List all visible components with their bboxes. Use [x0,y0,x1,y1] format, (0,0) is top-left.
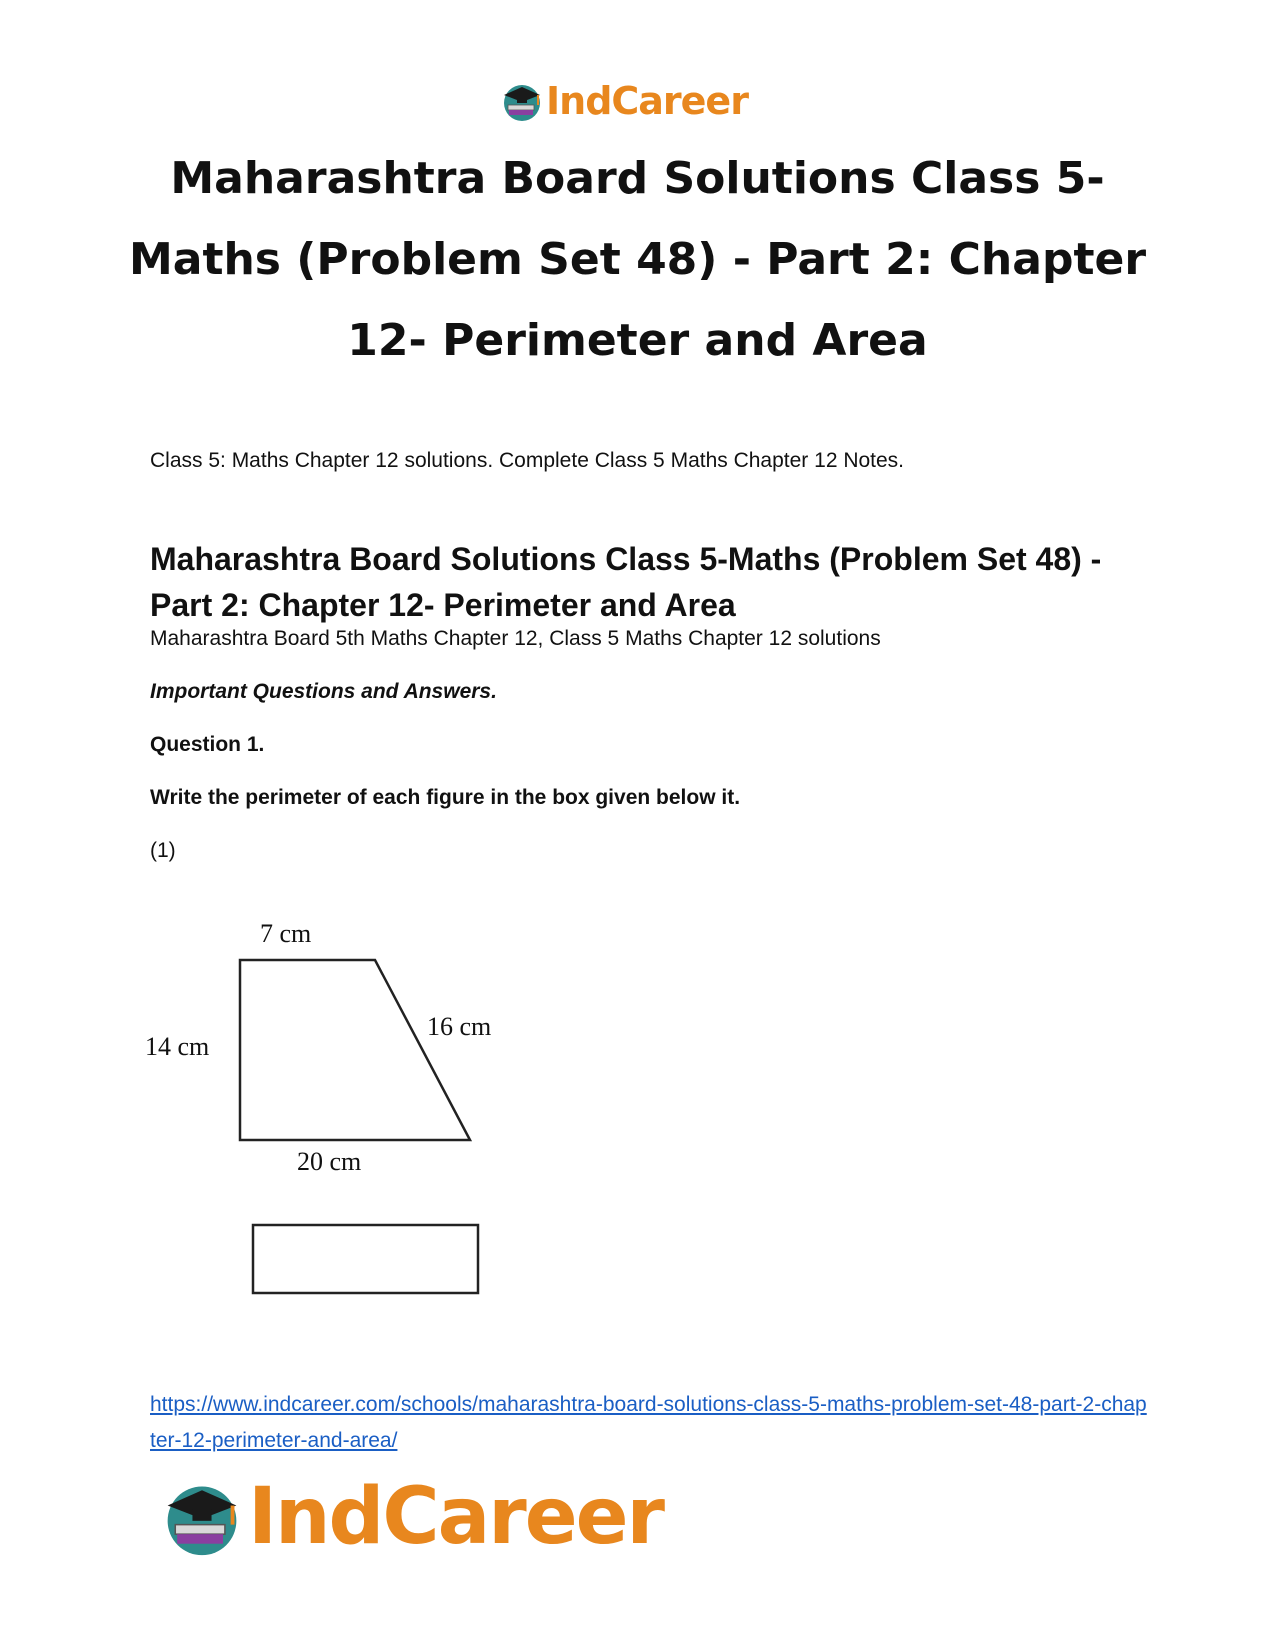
intro-text: Class 5: Maths Chapter 12 solutions. Complete Class 5 Maths Chapter 12 Notes. [150,449,905,472]
footer-logo[interactable] [160,1472,663,1562]
page-title: Maharashtra Board Solutions Class 5-Maths (Problem Set 48) - Part 2: Chapter 12- Perimeter and Area [128,153,1147,366]
source-link[interactable]: https://www.indcareer.com/schools/maharashtra-board-solutions-class-5-maths-problem-set-48-part-2-chapter-12-perimeter-and-area/ [150,1393,1147,1452]
slant-side-label: 16 cm [427,1012,492,1041]
subheading-text: Maharashtra Board 5th Maths Chapter 12, Class 5 Maths Chapter 12 solutions [150,627,881,650]
trapezium-shape [240,960,470,1140]
brand-name: IndCareer [248,1472,663,1562]
important-label: Important Questions and Answers. [150,680,497,703]
graduation-cap-icon [160,1475,244,1559]
answer-box[interactable] [253,1225,478,1293]
item-number: (1) [150,839,176,862]
graduation-cap-icon [500,79,544,123]
section-heading: Maharashtra Board Solutions Class 5-Maths (Problem Set 48) - Part 2: Chapter 12- Perimeter and Area [150,541,1102,623]
question-label: Question 1. [150,733,265,756]
header-logo[interactable] [500,78,748,124]
trapezium-figure [145,920,545,1340]
brand-name: IndCareer [546,79,748,123]
left-side-label: 14 cm [145,1032,210,1061]
question-text: Write the perimeter of each figure in the box given below it. [150,786,741,809]
top-side-label: 7 cm [260,920,312,948]
bottom-side-label: 20 cm [297,1147,362,1176]
